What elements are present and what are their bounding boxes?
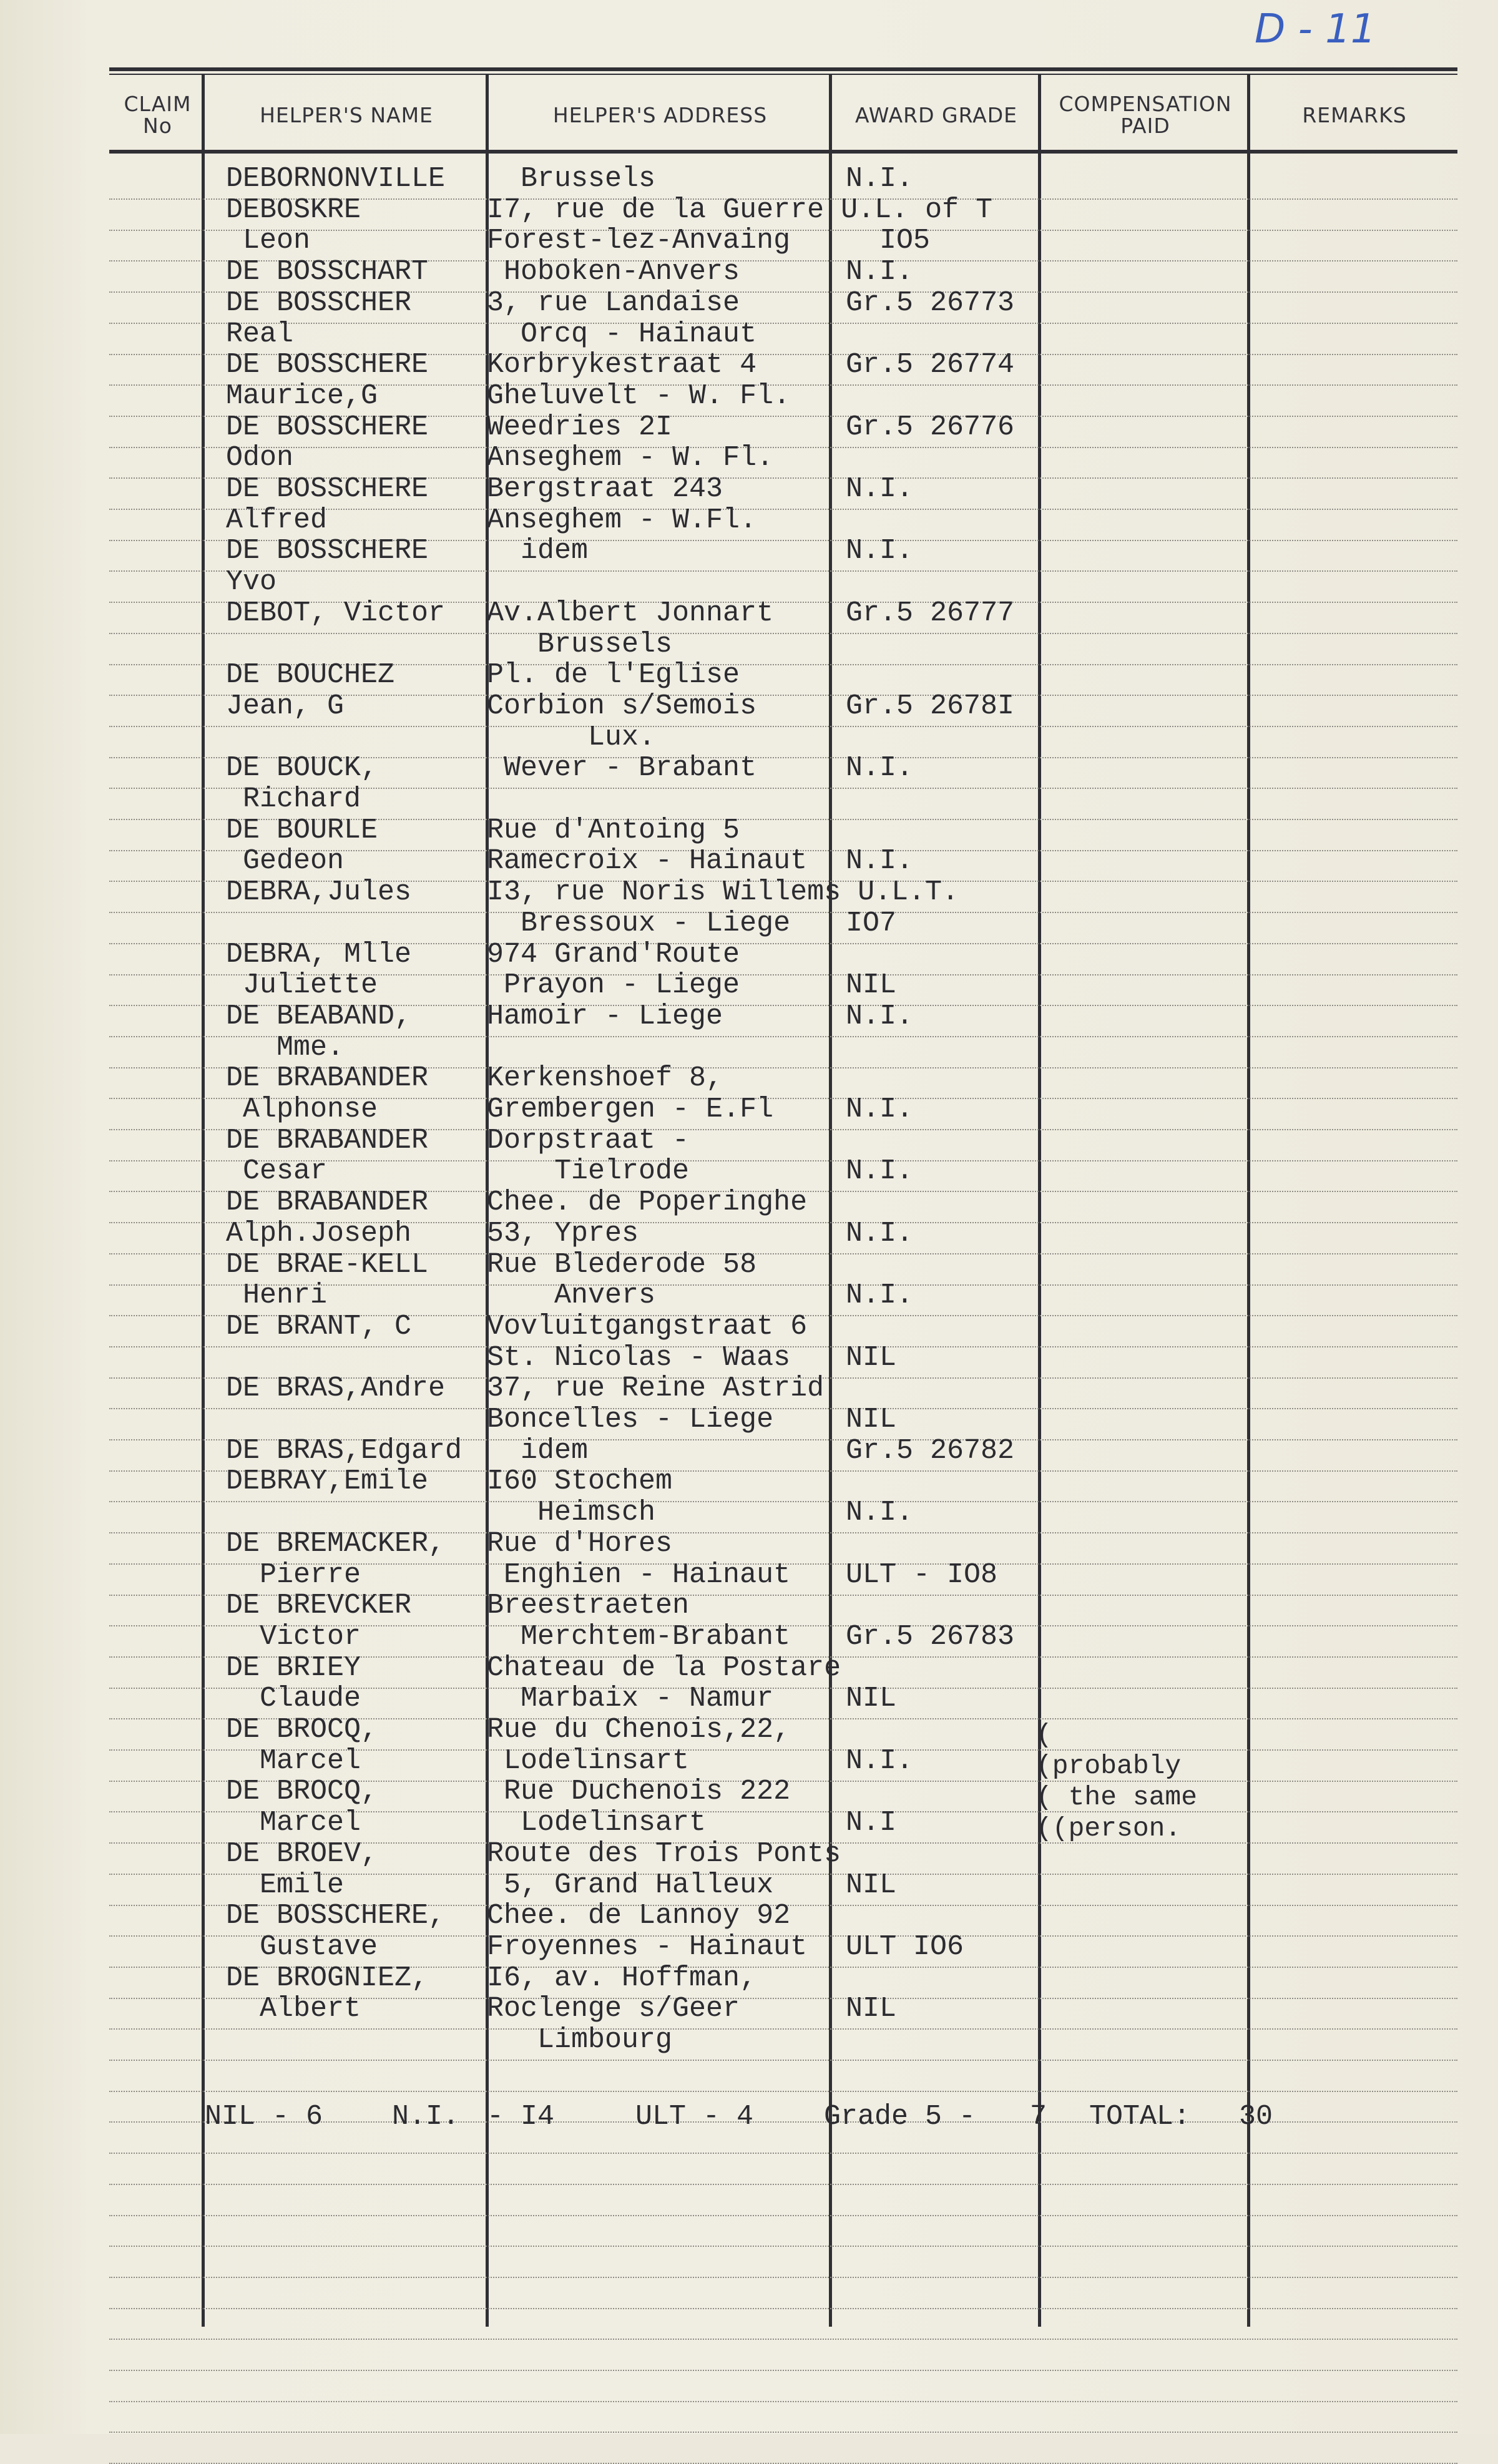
- corner-reference-mark: D - 11: [1255, 6, 1376, 52]
- header-compensation-paid: COMPENSATION PAID: [1059, 92, 1232, 138]
- row-rule: [109, 2060, 1457, 2061]
- totals-nil: NIL - 6: [205, 2101, 323, 2133]
- helper-address-cell: 3, rue Landaise: [487, 286, 740, 319]
- helper-address-cell: idem: [487, 535, 589, 567]
- award-grade-cell: N.I.: [846, 1217, 914, 1249]
- helper-address-cell: Anvers: [487, 1279, 656, 1312]
- helper-name-cell: DE BOSSCHART: [226, 256, 429, 288]
- row-rule: [109, 2401, 1457, 2402]
- helper-address-cell: Limbourg: [487, 2024, 673, 2056]
- helper-address-cell: Boncelles - Liege: [487, 1404, 774, 1435]
- header-helper-name: HELPER'S NAME: [260, 102, 433, 127]
- award-grade-cell: N.I.: [846, 1744, 914, 1777]
- helper-name-cell: Gedeon: [226, 845, 345, 878]
- helper-name-cell: DE BOURLE: [226, 814, 378, 846]
- helper-name-cell: DE BOUCK,: [226, 752, 378, 785]
- helper-address-cell: Marbaix - Namur: [487, 1683, 774, 1715]
- award-grade-cell: N.I.: [846, 1155, 914, 1188]
- header-helper-address: HELPER'S ADDRESS: [552, 102, 768, 127]
- helper-name-cell: Albert: [226, 1993, 361, 2025]
- helper-address-cell: Dorpstraat -: [487, 1124, 690, 1156]
- award-grade-cell: N.I.: [846, 1093, 914, 1125]
- col-rule-4: [1038, 74, 1041, 2327]
- helper-address-cell: Orcq - Hainaut: [487, 318, 757, 350]
- helper-address-cell: idem: [487, 1434, 589, 1467]
- helper-name-cell: DE BREMACKER,: [226, 1527, 446, 1560]
- helper-address-cell: Rue d'Hores: [487, 1527, 673, 1560]
- helper-address-cell: Lodelinsart: [487, 1807, 707, 1839]
- helper-name-cell: DE BEABAND,: [226, 1000, 412, 1032]
- remarks-line: (: [1036, 1719, 1052, 1750]
- helper-name-cell: Juliette: [226, 969, 378, 1002]
- helper-name-cell: DEBOT, Victor: [226, 597, 446, 629]
- row-rule: [109, 2277, 1457, 2278]
- helper-name-cell: DE BOSSCHERE: [226, 473, 429, 505]
- totals-grade5: Grade 5 -: [824, 2101, 976, 2133]
- row-rule: [109, 2184, 1457, 2185]
- helper-address-cell: Corbion s/Semois: [487, 690, 757, 722]
- totals-ni-label: N.I.: [392, 2101, 460, 2133]
- helper-address-cell: 53, Ypres: [487, 1217, 639, 1249]
- helper-name-cell: DE BRAS,Edgard: [226, 1434, 463, 1467]
- totals-ni-count: - I4: [487, 2101, 555, 2133]
- row-rule: [109, 447, 1457, 448]
- helper-address-cell: Pl. de l'Eglise: [487, 659, 740, 692]
- award-grade-cell: N.I.: [846, 535, 914, 567]
- row-rule: [109, 2091, 1457, 2092]
- helper-name-cell: Emile: [226, 1869, 345, 1901]
- helper-address-cell: Korbrykestraat 4: [487, 349, 757, 381]
- award-grade-cell: N.I.: [846, 256, 914, 288]
- helper-address-cell: Merchtem-Brabant: [487, 1620, 791, 1653]
- helper-address-cell: Enghien - Hainaut: [487, 1558, 791, 1591]
- header-claim-no: CLAIM No: [124, 92, 192, 138]
- helper-name-cell: DE BOSSCHERE: [226, 349, 429, 381]
- award-grade-cell: Gr.5 26777: [846, 597, 1015, 629]
- helper-name-cell: Cesar: [226, 1155, 328, 1188]
- helper-address-cell: Froyennes - Hainaut: [487, 1930, 808, 1963]
- row-rule: [109, 2153, 1457, 2154]
- helper-name-cell: Alph.Joseph: [226, 1217, 412, 1249]
- top-rule-thin: [109, 74, 1457, 75]
- award-grade-cell: N.I.: [846, 752, 914, 785]
- top-rule: [109, 67, 1457, 71]
- helper-address-cell: Weedries 2I: [487, 411, 673, 443]
- helper-name-cell: Marcel: [226, 1807, 361, 1839]
- helper-name-cell: Alphonse: [226, 1093, 378, 1125]
- award-grade-cell: NIL: [846, 1341, 897, 1374]
- row-rule: [109, 2339, 1457, 2340]
- helper-address-cell: I6, av. Hoffman,: [487, 1962, 757, 1994]
- helper-name-cell: Richard: [226, 783, 361, 815]
- award-grade-cell: NIL: [846, 1683, 897, 1715]
- row-rule: [109, 2215, 1457, 2216]
- award-grade-cell: IO7: [846, 907, 897, 939]
- helper-address-cell: I3, rue Noris Willems U.L.T.: [487, 876, 959, 909]
- helper-name-cell: DEBRA,Jules: [226, 876, 412, 909]
- helper-address-cell: Bressoux - Liege: [487, 907, 791, 939]
- helper-address-cell: Brussels: [487, 163, 656, 195]
- helper-address-cell: Hamoir - Liege: [487, 1000, 723, 1032]
- helper-address-cell: Bergstraat 243: [487, 473, 723, 505]
- helper-address-cell: Anseghem - W. Fl.: [487, 442, 774, 474]
- helper-name-cell: DEBORNONVILLE: [226, 163, 446, 195]
- helper-name-cell: DE BRABANDER: [226, 1124, 429, 1156]
- helper-address-cell: 5, Grand Halleux: [487, 1869, 774, 1901]
- totals-ult: ULT - 4: [635, 2101, 754, 2133]
- helper-address-cell: Forest-lez-Anvaing: [487, 225, 791, 257]
- row-rule: [109, 2246, 1457, 2247]
- award-grade-cell: N.I.: [846, 1497, 914, 1529]
- helper-name-cell: DE BOUCHEZ: [226, 659, 395, 692]
- helper-name-cell: Victor: [226, 1620, 361, 1653]
- header-award-grade: AWARD GRADE: [855, 102, 1017, 127]
- helper-address-cell: Wever - Brabant: [487, 752, 757, 785]
- helper-name-cell: Marcel: [226, 1744, 361, 1777]
- helper-address-cell: Heimsch: [487, 1497, 656, 1529]
- award-grade-cell: N.I: [846, 1807, 897, 1839]
- helper-address-cell: St. Nicolas - Waas: [487, 1341, 791, 1374]
- helper-name-cell: DE BRIEY: [226, 1651, 361, 1684]
- row-rule: [109, 570, 1457, 572]
- helper-name-cell: DE BROEV,: [226, 1837, 378, 1870]
- row-rule: [109, 1408, 1457, 1409]
- row-rule: [109, 2308, 1457, 2309]
- award-grade-cell: N.I.: [846, 1279, 914, 1312]
- helper-name-cell: DEBOSKRE: [226, 193, 361, 226]
- helper-address-cell: Route des Trois Ponts: [487, 1837, 841, 1870]
- helper-address-cell: Grembergen - E.Fl: [487, 1093, 774, 1125]
- helper-name-cell: DE BOSSCHERE: [226, 411, 429, 443]
- helper-address-cell: I60 Stochem: [487, 1465, 673, 1498]
- helper-name-cell: DEBRA, Mlle: [226, 938, 412, 970]
- helper-name-cell: DE BROCQ,: [226, 1776, 378, 1808]
- helper-name-cell: DE BRANT, C: [226, 1310, 412, 1342]
- award-grade-cell: Gr.5 26773: [846, 286, 1015, 319]
- helper-name-cell: DE BRAS,Andre: [226, 1372, 446, 1405]
- award-grade-cell: NIL: [846, 1404, 897, 1435]
- award-grade-cell: N.I.: [846, 473, 914, 505]
- award-grade-cell: N.I.: [846, 845, 914, 878]
- helper-address-cell: Chee. de Lannoy 92: [487, 1900, 791, 1932]
- helper-address-cell: Gheluvelt - W. Fl.: [487, 379, 791, 412]
- helper-address-cell: Rue d'Antoing 5: [487, 814, 740, 846]
- totals-value: 30: [1239, 2101, 1273, 2133]
- helper-name-cell: DE BOSSCHERE: [226, 535, 429, 567]
- helper-name-cell: DE BRABANDER: [226, 1186, 429, 1219]
- helper-address-cell: Rue Duchenois 222: [487, 1776, 791, 1808]
- award-grade-cell: IO5: [846, 225, 931, 257]
- row-rule: [109, 2370, 1457, 2371]
- award-grade-cell: Gr.5 2678I: [846, 690, 1015, 722]
- helper-name-cell: Real: [226, 318, 294, 350]
- award-grade-cell: Gr.5 26774: [846, 349, 1015, 381]
- helper-name-cell: Mme.: [226, 1031, 345, 1063]
- helper-name-cell: DE BRAE-KELL: [226, 1248, 429, 1281]
- award-grade-cell: ULT IO6: [846, 1930, 964, 1963]
- totals-label: TOTAL:: [1089, 2101, 1191, 2133]
- helper-name-cell: Jean, G: [226, 690, 345, 722]
- helper-name-cell: Alfred: [226, 504, 328, 536]
- award-grade-cell: Gr.5 26783: [846, 1620, 1015, 1653]
- col-rule-1: [202, 74, 205, 2327]
- col-rule-3: [829, 74, 832, 2327]
- helper-name-cell: DE BOSSCHERE,: [226, 1900, 446, 1932]
- helper-address-cell: Lodelinsart: [487, 1744, 690, 1777]
- helper-address-cell: I7, rue de la Guerre U.L. of T: [487, 193, 993, 226]
- award-grade-cell: N.I.: [846, 163, 914, 195]
- helper-address-cell: Tielrode: [487, 1155, 690, 1188]
- helper-address-cell: Lux.: [487, 721, 656, 753]
- remarks-line: (probably: [1036, 1751, 1182, 1781]
- helper-address-cell: Anseghem - W.Fl.: [487, 504, 757, 536]
- award-grade-cell: Gr.5 26782: [846, 1434, 1015, 1467]
- award-grade-cell: NIL: [846, 1993, 897, 2025]
- helper-address-cell: Hoboken-Anvers: [487, 256, 740, 288]
- helper-address-cell: 974 Grand'Route: [487, 938, 740, 970]
- award-grade-cell: ULT - IO8: [846, 1558, 998, 1591]
- row-rule: [109, 2432, 1457, 2433]
- helper-address-cell: Av.Albert Jonnart: [487, 597, 774, 629]
- award-grade-cell: N.I.: [846, 1000, 914, 1032]
- helper-name-cell: Claude: [226, 1683, 361, 1715]
- award-grade-cell: Gr.5 26776: [846, 411, 1015, 443]
- remarks-line: ((person.: [1036, 1813, 1182, 1844]
- award-grade-cell: NIL: [846, 969, 897, 1002]
- helper-name-cell: Maurice,G: [226, 379, 378, 412]
- helper-name-cell: DE BREVCKER: [226, 1590, 412, 1622]
- helper-address-cell: Chee. de Poperinghe: [487, 1186, 808, 1219]
- helper-name-cell: Gustave: [226, 1930, 378, 1963]
- helper-name-cell: DE BROGNIEZ,: [226, 1962, 429, 1994]
- helper-name-cell: Odon: [226, 442, 294, 474]
- helper-address-cell: Prayon - Liege: [487, 969, 740, 1002]
- header-remarks: REMARKS: [1302, 102, 1407, 127]
- helper-address-cell: 37, rue Reine Astrid: [487, 1372, 825, 1405]
- row-rule: [109, 1501, 1457, 1502]
- helper-name-cell: Pierre: [226, 1558, 361, 1591]
- helper-name-cell: Henri: [226, 1279, 328, 1312]
- totals-grade5-count: 7: [1030, 2101, 1047, 2133]
- row-rule: [109, 633, 1457, 634]
- helper-name-cell: Leon: [226, 225, 311, 257]
- helper-name-cell: DE BROCQ,: [226, 1714, 378, 1746]
- helper-address-cell: Brussels: [487, 628, 673, 660]
- helper-address-cell: Roclenge s/Geer: [487, 1993, 740, 2025]
- helper-address-cell: Breestraeten: [487, 1590, 690, 1622]
- helper-address-cell: Kerkenshoef 8,: [487, 1062, 723, 1095]
- helper-name-cell: DE BRABANDER: [226, 1062, 429, 1095]
- helper-address-cell: Chateau de la Postare: [487, 1651, 841, 1684]
- row-rule: [109, 726, 1457, 727]
- helper-name-cell: DE BOSSCHER: [226, 286, 412, 319]
- row-rule: [109, 2028, 1457, 2030]
- row-rule: [109, 323, 1457, 324]
- helper-name-cell: DEBRAY,Emile: [226, 1465, 429, 1498]
- col-rule-5: [1247, 74, 1250, 2327]
- helper-address-cell: Rue du Chenois,22,: [487, 1714, 791, 1746]
- helper-address-cell: Rue Blederode 58: [487, 1248, 757, 1281]
- helper-address-cell: Ramecroix - Hainaut: [487, 845, 808, 878]
- helper-address-cell: Vovluitgangstraat 6: [487, 1310, 808, 1342]
- remarks-line: ( the same: [1036, 1782, 1198, 1812]
- helper-name-cell: Yvo: [226, 566, 277, 599]
- award-grade-cell: NIL: [846, 1869, 897, 1901]
